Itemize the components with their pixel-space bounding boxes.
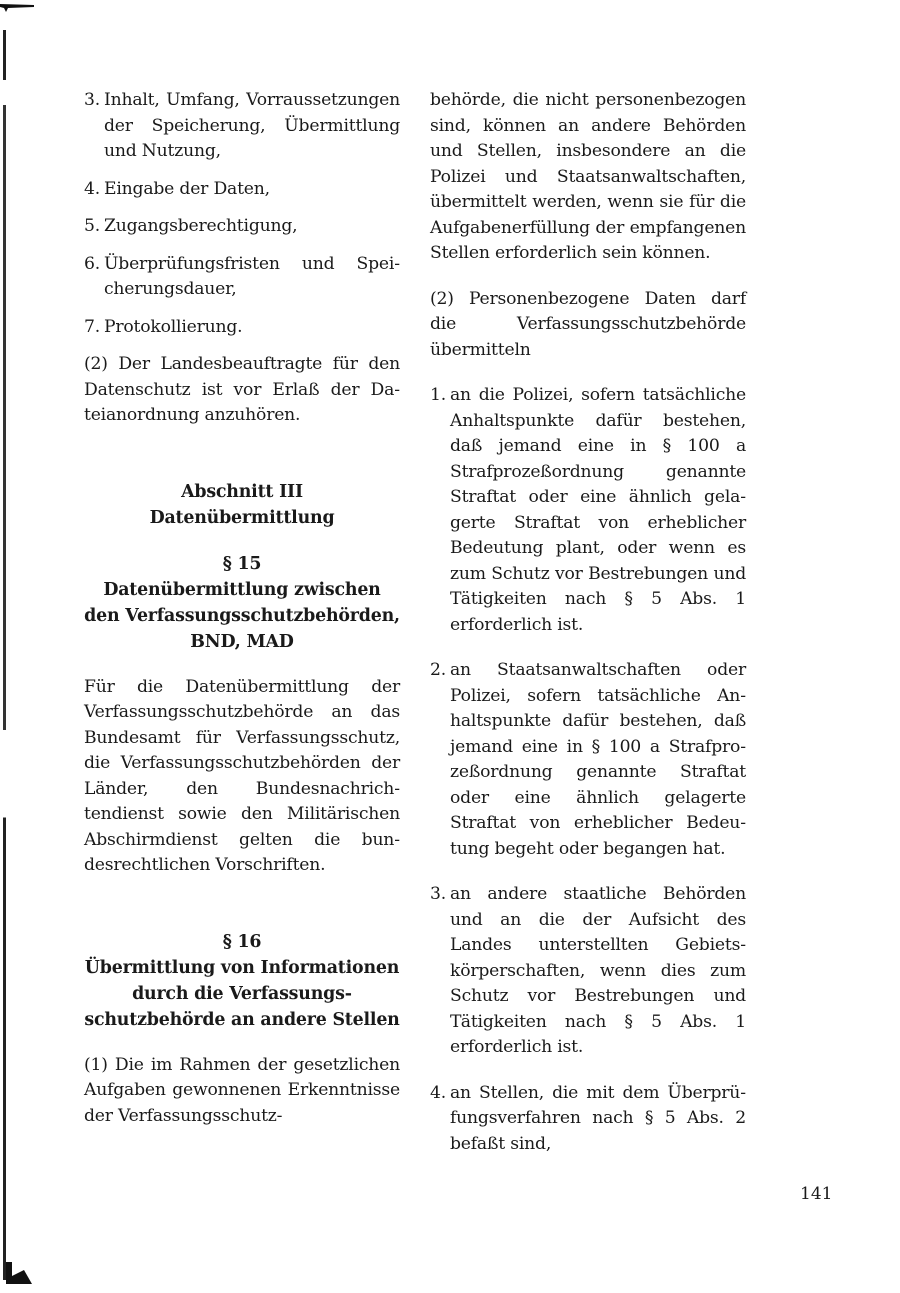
paragraph-16-body-start: (1) Die im Rahmen der gesetzlichen Aufgaben gewonnenen Erkenntnisse der Verfassungsschutz- bbox=[84, 1054, 400, 1126]
list-item bbox=[430, 1081, 746, 1158]
list-number: 1. bbox=[430, 385, 446, 405]
list-text: Eingabe der Daten, bbox=[104, 178, 270, 199]
paragraph-16-title: Übermittlung von Informationen durch die Verfassungsschutzbehörde an andere Stellen bbox=[84, 957, 400, 1030]
list-item bbox=[84, 88, 400, 165]
list-item bbox=[84, 214, 400, 240]
list-item bbox=[84, 177, 400, 203]
list-text: Inhalt, Umfang, Vorraussetzungen der Speicherung, Übermittlung und Nutzung, bbox=[104, 90, 400, 161]
paragraph-16-2: (2) Personenbezogene Daten darf die Verfassungsschutzbehörde übermitteln bbox=[430, 288, 746, 360]
paragraph-15-number: § 15 bbox=[222, 553, 262, 574]
list-number: 5. bbox=[84, 216, 100, 236]
list-text: Überprüfungsfristen und Speicherungsdauer, bbox=[104, 253, 400, 299]
section-heading-title: Datenübermittlung bbox=[149, 507, 335, 528]
paragraph-15-body: Für die Datenübermittlung der Verfassungsschutzbehörde an das Bundesamt für Verfassungsschutz, die Verfassungsschutzbehörden der Länder, den Bundesnachrichtendienst sowie den Militärischen Abschirmdienst gelten die bundesrechtlichen Vorschriften. bbox=[84, 676, 400, 875]
list-text: Protokollierung. bbox=[104, 316, 243, 337]
list-item bbox=[430, 383, 746, 638]
right-column bbox=[430, 88, 746, 1157]
left-column bbox=[84, 88, 400, 1129]
list-number: 4. bbox=[84, 178, 100, 199]
list-number: 3. bbox=[84, 90, 100, 110]
list-number: 4. bbox=[430, 1082, 446, 1103]
section-heading-number: Abschnitt III bbox=[181, 481, 303, 502]
list-item bbox=[430, 658, 746, 862]
paragraph-16-continuation: behörde, die nicht personenbezogen sind, können an andere Behörden und Stellen, insbesondere an die Polizei und Staatsanwaltschaften, übermittelt werden, wenn sie für die Aufgabenerfüllung der empfangenen Stellen erforderlich sein können. bbox=[430, 90, 746, 263]
list-number: 2. bbox=[430, 660, 446, 680]
scan-corner-mark-bottom bbox=[4, 1262, 32, 1284]
paragraph-16-number: § 16 bbox=[222, 931, 262, 952]
list-text: Zugangsberechtigung, bbox=[104, 216, 298, 236]
list-text: an andere staatliche Behörden und an die der Aufsicht des Landes unterstellten Gebietskörperschaften, wenn dies zum Schutz vor Bestrebungen und Tätigkeiten nach § 5 Abs. 1 erforderlich ist. bbox=[450, 884, 746, 1057]
list-number: 6. bbox=[84, 253, 100, 274]
page-number: 141 bbox=[800, 1184, 833, 1204]
list-text: an Staatsanwaltschaften oder Polizei, sofern tatsächliche Anhaltspunkte dafür bestehen, daß jemand eine in § 100 a Strafprozeßordnung genannte Straftat oder eine ähnlich gelagerte Straftat von erheblicher Bedeutung begeht oder begangen hat. bbox=[450, 660, 746, 859]
list-item bbox=[84, 315, 400, 341]
list-number: 3. bbox=[430, 884, 446, 904]
list-text: an Stellen, die mit dem Überprüfungsverfahren nach § 5 Abs. 2 befaßt sind, bbox=[450, 1082, 746, 1154]
list-item bbox=[430, 882, 746, 1061]
list-item bbox=[84, 252, 400, 303]
paragraph-2: (2) Der Landesbeauftragte für den Datenschutz ist vor Erlaß der Dateianordnung anzuhören. bbox=[84, 354, 400, 425]
list-number: 7. bbox=[84, 316, 100, 337]
scan-edge-line bbox=[3, 30, 6, 1280]
list-text: an die Polizei, sofern tatsächliche Anhaltspunkte dafür bestehen, daß jemand eine in § 100 a Strafprozeßordnung genannte Straftat oder eine ähnlich gelagerte Straftat von erheblicher Bedeutung plant, oder wenn es zum Schutz vor Bestrebungen und Tätigkeiten nach § 5 Abs. 1 erforderlich ist. bbox=[450, 385, 746, 635]
scan-corner-mark bbox=[0, 4, 34, 12]
paragraph-15-title: Datenübermittlung zwischen den Verfassungsschutzbehörden, BND, MAD bbox=[84, 579, 400, 652]
